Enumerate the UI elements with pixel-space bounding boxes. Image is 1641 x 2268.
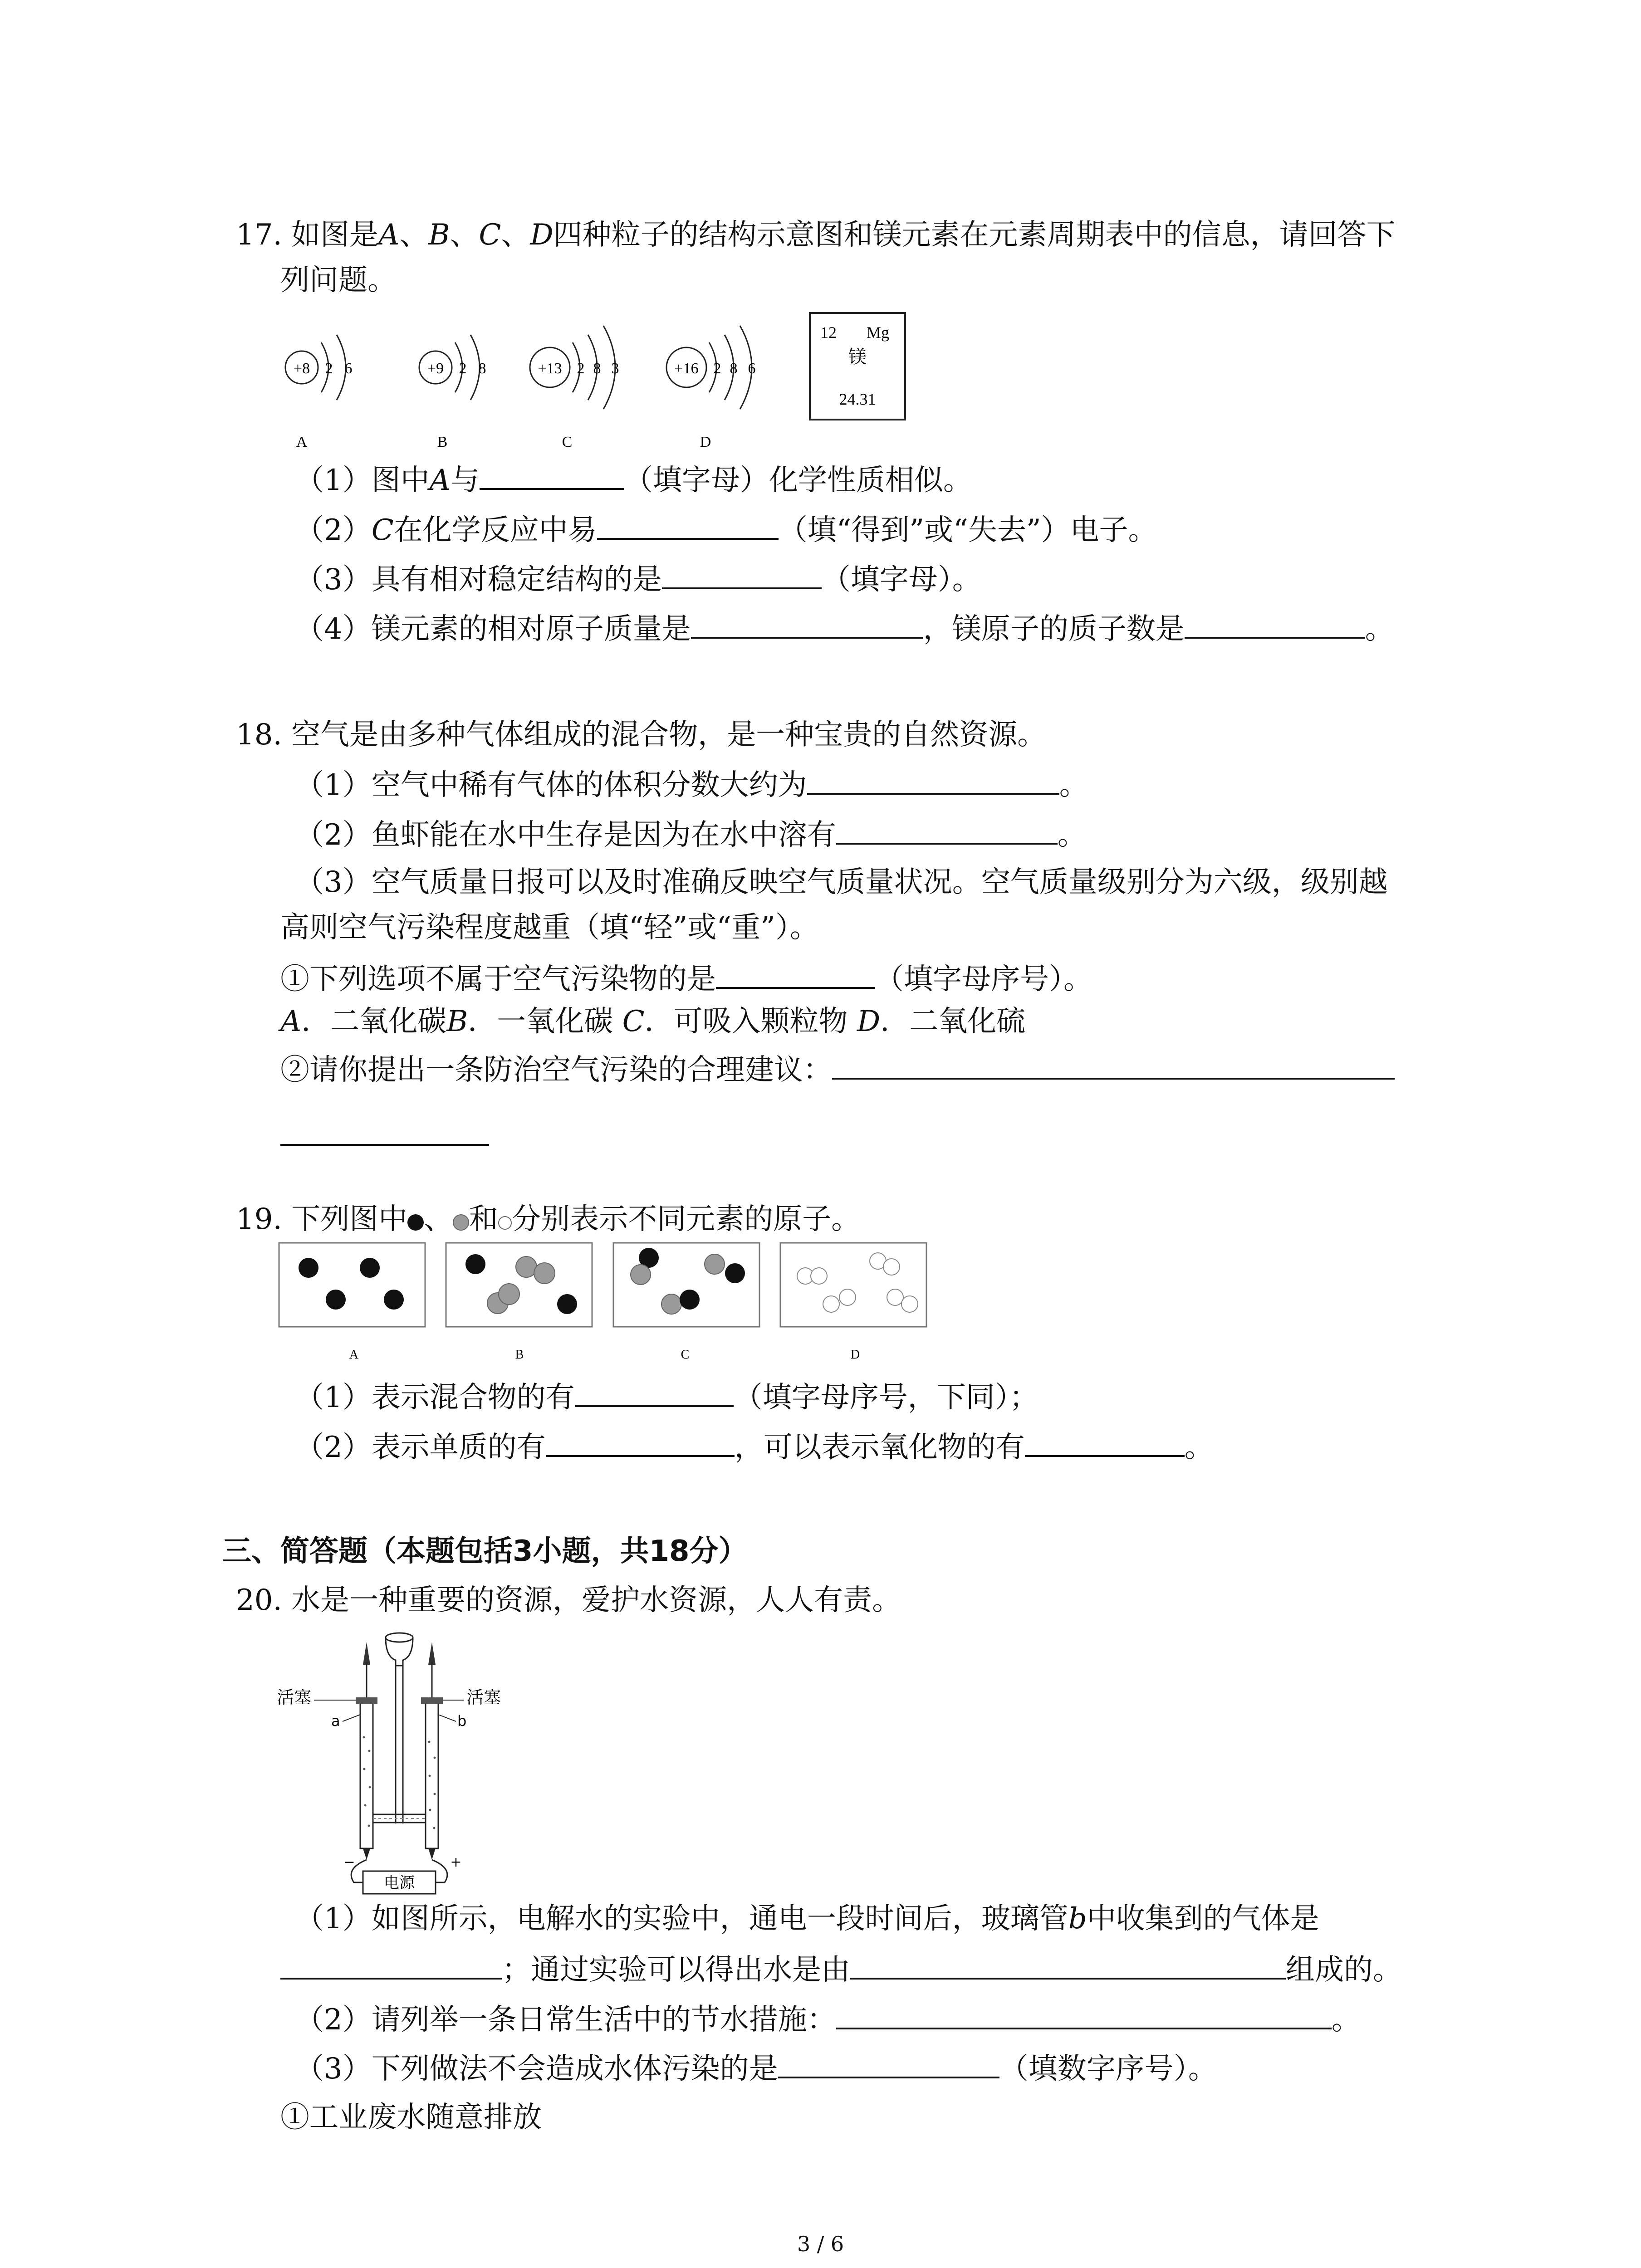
q20-part1-composition-blank[interactable] <box>850 1951 1286 1980</box>
q20-item-1: ①工业废水随意排放 <box>280 2101 542 2134</box>
svg-text:24.31: 24.31 <box>839 390 876 408</box>
svg-text:+9: +9 <box>427 360 444 377</box>
svg-text:−: − <box>343 1854 355 1870</box>
svg-text:2: 2 <box>577 360 585 377</box>
q18-part1-answer-blank[interactable] <box>807 767 1059 795</box>
q18-options: A．二氧化碳B．一氧化碳 C．可吸入颗粒物 D．二氧化硫 <box>280 1005 1026 1038</box>
q17-part4: （4）镁元素的相对原子质量是 ，镁原子的质子数是 。 <box>295 611 1394 647</box>
svg-text:2: 2 <box>713 360 721 377</box>
molecule-box-b <box>446 1243 592 1362</box>
q17-part2-answer-blank[interactable] <box>597 512 779 540</box>
q19-part2-element-blank[interactable] <box>546 1429 735 1457</box>
q17-part3: （3）具有相对稳定结构的是 （填字母）。 <box>295 561 981 598</box>
atom-diagram-a <box>285 335 353 450</box>
q20-part1-line1: （1）如图所示，电解水的实验中，通电一段时间后，玻璃管b中收集到的气体是 <box>295 1902 1319 1936</box>
svg-text:B: B <box>437 434 448 450</box>
q18-sub1-answer-blank[interactable] <box>716 961 875 989</box>
q19-part2-oxide-blank[interactable] <box>1025 1429 1185 1457</box>
molecule-box-c <box>613 1243 759 1362</box>
q18-sub2-answer-blank-1[interactable] <box>832 1051 1395 1080</box>
q17-part1: （1）图中A与 （填字母）化学性质相似。 <box>295 462 972 499</box>
page-number: 3 / 6 <box>797 2232 844 2256</box>
electrolysis-apparatus <box>277 1624 531 1896</box>
svg-text:电源: 电源 <box>384 1874 415 1892</box>
q18-sub1: ①下列选项不属于空气污染物的是 （填字母序号）。 <box>280 961 1092 997</box>
q18-part3-line2: 高则空气污染程度越重（填“轻”或“重”）。 <box>280 911 819 944</box>
svg-text:C: C <box>681 1348 690 1362</box>
q20-part2: （2）请列举一条日常生活中的节水措施： 。 <box>295 2001 1361 2038</box>
atom-structure-diagrams <box>272 299 953 463</box>
q18-sub2-answer-blank-2[interactable] <box>280 1144 489 1146</box>
svg-text:活塞: 活塞 <box>277 1687 312 1707</box>
svg-text:Mg: Mg <box>867 323 890 342</box>
black-atom-icon <box>407 1214 424 1231</box>
svg-text:+16: +16 <box>674 360 699 377</box>
svg-text:A: A <box>296 434 308 450</box>
q18-stem: 18. 空气是由多种气体组成的混合物，是一种宝贵的自然资源。 <box>236 718 1047 752</box>
svg-text:活塞: 活塞 <box>466 1687 501 1707</box>
q20-part1-line2: ；通过实验可以得出水是由 组成的。 <box>280 1951 1402 1988</box>
gray-atom-icon <box>453 1214 469 1231</box>
q20-part3-answer-blank[interactable] <box>778 2050 999 2078</box>
svg-text:镁: 镁 <box>848 347 867 367</box>
svg-text:6: 6 <box>748 360 756 377</box>
q20-part1-gas-blank[interactable] <box>280 1951 502 1980</box>
q18-part2-answer-blank[interactable] <box>836 816 1058 845</box>
q20-part3: （3）下列做法不会造成水体污染的是 （填数字序号）。 <box>295 2050 1217 2087</box>
svg-text:A: A <box>349 1348 359 1362</box>
q18-sub2: ②请你提出一条防治空气污染的合理建议： <box>280 1051 1395 1088</box>
white-atom-icon <box>498 1216 512 1230</box>
svg-text:+: + <box>450 1854 462 1870</box>
q19-stem: 19. 下列图中 、 和 分别表示不同元素的原子。 <box>236 1202 861 1236</box>
q17-part2: （2）C在化学反应中易 （填“得到”或“失去”）电子。 <box>295 512 1157 548</box>
svg-text:12: 12 <box>820 323 837 342</box>
q18-part1: （1）空气中稀有气体的体积分数大约为 。 <box>295 767 1088 803</box>
atom-diagram-b <box>419 335 486 450</box>
svg-text:8: 8 <box>593 360 601 377</box>
molecule-box-d <box>780 1243 926 1362</box>
svg-text:D: D <box>700 434 711 450</box>
svg-text:8: 8 <box>478 360 486 377</box>
q20-part2-answer-blank[interactable] <box>836 2001 1332 2029</box>
molecule-boxes <box>272 1241 953 1372</box>
svg-text:+8: +8 <box>293 360 310 377</box>
q17-part1-answer-blank[interactable] <box>480 462 624 490</box>
q19-part2: （2）表示单质的有 ，可以表示氧化物的有 。 <box>295 1429 1214 1466</box>
section-3-heading: 三、简答题（本题包括3小题，共18分） <box>222 1535 748 1568</box>
svg-text:b: b <box>457 1712 467 1730</box>
q17-part3-answer-blank[interactable] <box>662 561 822 589</box>
svg-text:8: 8 <box>730 360 738 377</box>
q17-part4-mass-blank[interactable] <box>691 611 923 639</box>
svg-text:C: C <box>562 434 573 450</box>
svg-text:a: a <box>331 1712 340 1730</box>
q17-stem-line1: 17. 如图是A、B、C、D四种粒子的结构示意图和镁元素在元素周期表中的信息，请回答下 <box>236 218 1396 252</box>
q18-part3-line1: （3）空气质量日报可以及时准确反映空气质量状况。空气质量级别分为六级，级别越 <box>295 865 1388 899</box>
atom-diagram-c <box>530 326 619 450</box>
svg-text:3: 3 <box>611 360 619 377</box>
svg-text:6: 6 <box>344 360 353 377</box>
svg-text:2: 2 <box>459 360 467 377</box>
magnesium-element-card <box>810 313 905 420</box>
q17-stem-line2: 列问题。 <box>280 264 397 297</box>
svg-text:B: B <box>515 1348 524 1362</box>
q19-part1: （1）表示混合物的有 （填字母序号，下同）； <box>295 1379 1038 1416</box>
q19-part1-answer-blank[interactable] <box>575 1379 734 1407</box>
svg-text:D: D <box>850 1348 860 1362</box>
svg-text:+13: +13 <box>538 360 562 377</box>
atom-diagram-d <box>666 326 756 450</box>
molecule-box-a <box>279 1243 425 1362</box>
q18-part2: （2）鱼虾能在水中生存是因为在水中溶有 。 <box>295 816 1087 853</box>
svg-text:2: 2 <box>325 360 333 377</box>
q17-part4-proton-blank[interactable] <box>1185 611 1365 639</box>
q20-stem: 20. 水是一种重要的资源，爱护水资源，人人有责。 <box>236 1584 901 1617</box>
